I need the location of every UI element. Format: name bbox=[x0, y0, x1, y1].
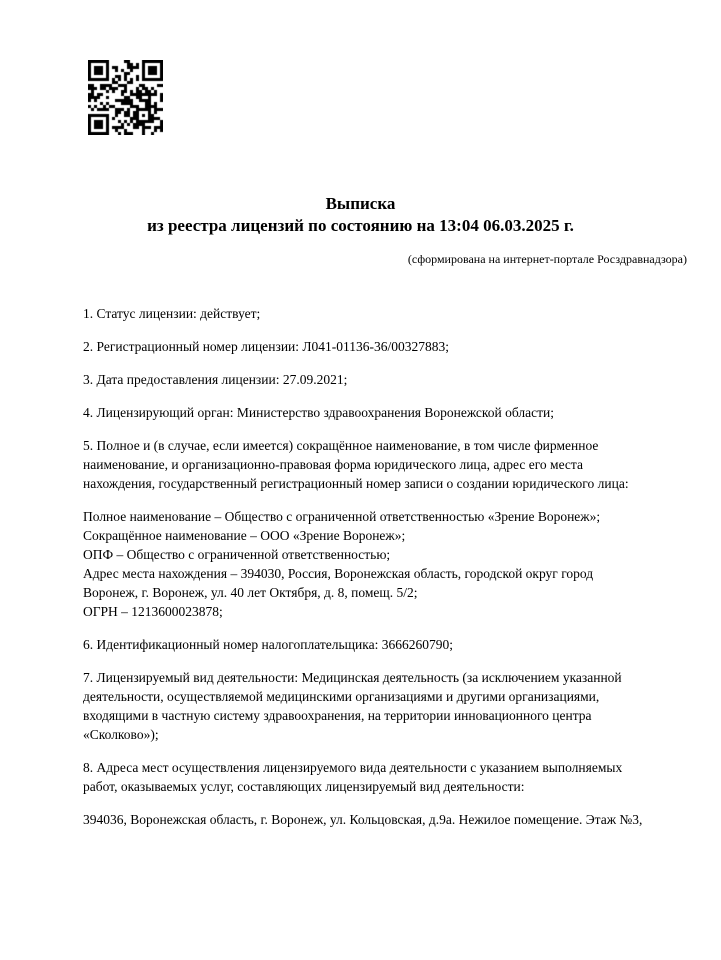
text-line: ОПФ – Общество с ограниченной ответственностью; bbox=[83, 547, 391, 562]
para-addresses-heading bbox=[83, 758, 708, 796]
document-title bbox=[0, 193, 721, 237]
para-licensing-authority bbox=[83, 403, 708, 422]
text-line: Воронеж, г. Воронеж, ул. 40 лет Октября, д. 8, помещ. 5/2; bbox=[83, 585, 418, 600]
para-registration-number bbox=[83, 337, 708, 356]
text-line: 3. Дата предоставления лицензии: 27.09.2021; bbox=[83, 372, 348, 387]
text-line: 5. Полное и (в случае, если имеется) сокращённое наименование, в том числе фирменное bbox=[83, 438, 599, 453]
text-line: входящими в частную систему здравоохранения, на территории инновационного центра bbox=[83, 708, 592, 723]
text-line: ОГРН – 1213600023878; bbox=[83, 604, 223, 619]
para-org-info-heading bbox=[83, 436, 708, 493]
text-line: «Сколково»); bbox=[83, 727, 159, 742]
text-line: нахождения, государственный регистрационный номер записи о создании юридического лица: bbox=[83, 476, 629, 491]
text-line: деятельности, осуществляемой медицинскими организациями и другими организациями, bbox=[83, 689, 600, 704]
text-line: 394036, Воронежская область, г. Воронеж, ул. Кольцовская, д.9а. Нежилое помещение. Этаж №3, bbox=[83, 812, 643, 827]
text-line: 7. Лицензируемый вид деятельности: Медицинская деятельность (за исключением указанной bbox=[83, 670, 622, 685]
text-line: работ, оказываемых услуг, составляющих лицензируемый вид деятельности: bbox=[83, 779, 525, 794]
para-org-details bbox=[83, 507, 708, 621]
text-line: 1. Статус лицензии: действует; bbox=[83, 306, 261, 321]
title-line-1: Выписка bbox=[325, 194, 396, 213]
title-line-2: из реестра лицензий по состоянию на 13:04 06.03.2025 г. bbox=[147, 216, 574, 235]
qr-code-icon bbox=[88, 60, 163, 135]
text-line: Полное наименование – Общество с ограниченной ответственностью «Зрение Воронеж»; bbox=[83, 509, 601, 524]
text-line: 8. Адреса мест осуществления лицензируемого вида деятельности с указанием выполняемых bbox=[83, 760, 623, 775]
document-body bbox=[83, 304, 708, 843]
text-line: 6. Идентификационный номер налогоплательщика: 3666260790; bbox=[83, 637, 453, 652]
text-line: наименование, и организационно-правовая форма юридического лица, адрес его места bbox=[83, 457, 583, 472]
text-line: 2. Регистрационный номер лицензии: Л041-01136-36/00327883; bbox=[83, 339, 450, 354]
para-licensed-activity bbox=[83, 668, 708, 744]
text-line: 4. Лицензирующий орган: Министерство здравоохранения Воронежской области; bbox=[83, 405, 555, 420]
para-activity-address bbox=[83, 810, 708, 829]
generated-note: (сформирована на интернет-портале Росздравнадзора) bbox=[407, 252, 687, 266]
para-license-status bbox=[83, 304, 708, 323]
text-line: Сокращённое наименование – ООО «Зрение Воронеж»; bbox=[83, 528, 406, 543]
para-grant-date bbox=[83, 370, 708, 389]
para-taxpayer-number bbox=[83, 635, 708, 654]
text-line: Адрес места нахождения – 394030, Россия, Воронежская область, городской округ город bbox=[83, 566, 594, 581]
